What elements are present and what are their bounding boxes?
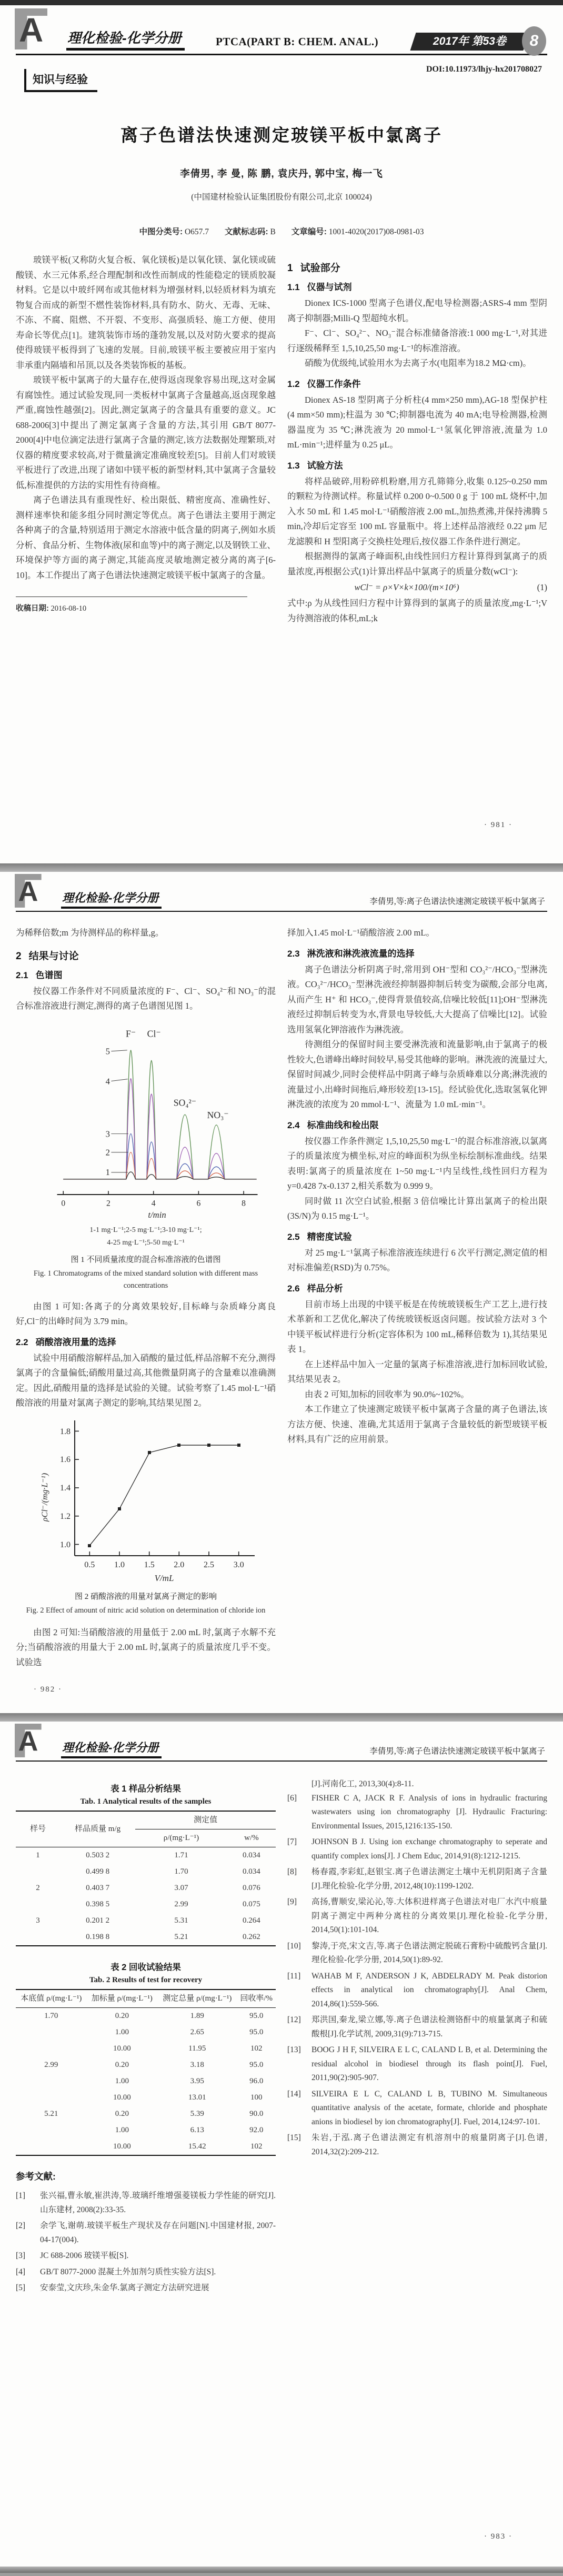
trace-10mg [63, 1133, 256, 1179]
reference-number: [1] [16, 2191, 26, 2200]
cell-w: 0.075 [242, 1900, 260, 1908]
x-tick-6: 6 [196, 1199, 201, 1208]
trace-5mg [63, 1152, 256, 1179]
cell-total: 11.95 [188, 2044, 206, 2053]
cell-added: 0.20 [115, 2110, 129, 2118]
received-date-footnote [16, 596, 247, 613]
reference-item [287, 1792, 547, 1834]
cell-total: 2.65 [190, 2028, 204, 2036]
cell-added: 10.00 [113, 2142, 131, 2151]
table-row [16, 2008, 276, 2025]
table-row [16, 2041, 276, 2057]
cell-recovery: 95.0 [249, 2012, 264, 2020]
page-1 [0, 5, 563, 863]
table-row [16, 2024, 276, 2041]
paragraph: 将样品破碎,用粉碎机粉磨,用方孔筛筛分,收集 0.125~0.250 mm 的颗粒为待测试样。称量试样 0.200 0~0.500 0 g 于 100 mL 烧杯中,加入水 50 mL 和 1.45 mol·L⁻¹硝酸溶液 2.00 mL,加热煮沸,并保持沸腾 5 min,冷却后定容至 100 mL 容量瓶中。将上述样品溶液经 0.22 μm 尼龙滤膜和 H 型阳离子交换柱处理后,按仪器工作条件进行测定。 [287, 476, 547, 546]
equation-body: wCl⁻ = ρ×V×k×100/(m×10⁶) [354, 582, 459, 592]
section-2-6-body [287, 1297, 547, 1447]
paragraph: 离子色谱法分析阴离子时,常用到 OH⁻型和 CO₃²⁻/HCO₃⁻型淋洗液。CO₃²⁻/HCO₃⁻型淋洗液经抑制器抑制后转变为碳酸,会部分电离,从而产生 H⁺ 和 HCO₃⁻,使得背景值较高,信噪比较低[11];OH⁻型淋洗液经过抑制后转变为水,背景电导较低,大大提高了信噪比[12]。试验选用氢氧化钾溶液作为淋洗液。 [287, 964, 547, 1035]
doi: DOI:10.11973/lhjy-hx201708027 [426, 65, 542, 74]
cell-added: 10.00 [113, 2093, 131, 2102]
cell-sample-mass: 0.198 8 [86, 1933, 110, 1941]
reference-item [16, 2189, 276, 2217]
scan-bottom-edge [0, 2567, 563, 2573]
cell-sample-mass: 0.403 7 [86, 1884, 110, 1892]
column-label: 知识与经验 [24, 69, 97, 92]
reference-item [287, 2131, 547, 2159]
issue-band: 2017年 第53卷 [410, 33, 529, 51]
col-header-recovery: 回收率/% [240, 1994, 273, 2003]
page-number: · 983 · [484, 2532, 512, 2541]
cell-recovery: 90.0 [249, 2110, 264, 2118]
x-axis-label: t/min [148, 1209, 166, 1220]
reference-item [16, 2281, 276, 2295]
article-title: 离子色谱法快速测定玻镁平板中氯离子 [120, 125, 443, 145]
journal-logo [15, 874, 52, 909]
cell-recovery: 92.0 [249, 2126, 264, 2134]
cell-w: 0.034 [242, 1851, 260, 1859]
doc-code-label: 文献标志码: [224, 227, 268, 236]
col-header-base: 本底值 ρ/(mg·L⁻¹) [21, 1994, 82, 2003]
cell-sample-mass: 0.398 5 [86, 1900, 110, 1908]
peak-label-chloride: Cl⁻ [147, 1028, 161, 1039]
issue-number-badge: 8 [522, 26, 546, 56]
reference-item [287, 2043, 547, 2085]
reference-item [16, 2219, 276, 2247]
paragraph: 由图 1 可知:各离子的分离效果较好,目标峰与杂质峰分离良好,Cl⁻的出峰时间为 3.79 min。 [16, 1301, 276, 1326]
article-meta [16, 225, 547, 237]
section-1-3-body [287, 474, 547, 580]
x-tick-2: 2 [106, 1199, 110, 1208]
cell-added: 0.20 [115, 2012, 129, 2020]
paragraph: 试验中用硝酸溶解样品,加入硝酸的量过低,样品溶解不充分,测得氯离子的含量偏低;硝酸用量过高,其他微量阴离子的含量难以准确测定。因此,硝酸用量的选择是试验的关键。试验考察了1.45 mol·L⁻¹硝酸溶液的用量对氯离子测定的影响,其结果见图 2。 [16, 1352, 276, 1408]
running-title: 李倩男,等:离子色谱法快速测定玻镁平板中氯离子 [369, 897, 545, 906]
reference-number: [2] [16, 2221, 26, 2230]
table-row [16, 1880, 276, 1896]
cell-w: 0.264 [242, 1916, 260, 1925]
reference-text: 黎涛,于亮,宋文吉,等.离子色谱法测定脱硫石膏粉中硫酸钙含量[J].理化检验-化学分册, 2014,50(1):89-92. [311, 1941, 547, 1964]
section-2-3-body [287, 962, 547, 1112]
paragraph: 硝酸为优级纯,试验用水为去离子水(电阻率为18.2 MΩ·cm)。 [305, 358, 531, 368]
reference-number: [13] [287, 2045, 301, 2054]
reference-text: 余学飞,谢萌.玻镁平板生产现状及存在问题[N].中国建材报, 2007-04-17(004). [40, 2221, 276, 2244]
reference-number: [4] [16, 2267, 26, 2276]
x-tick-8: 8 [242, 1199, 246, 1208]
article-affiliation: (中国建材检验认证集团股份有限公司,北京 100024) [191, 193, 372, 202]
table-1-analytical-results [16, 1811, 276, 1946]
table-row [16, 2106, 276, 2122]
received-value: 2016-08-10 [51, 604, 87, 613]
section-2-6-heading: 2.6 样品分析 [287, 1283, 343, 1294]
x-tick-3: 1.5 [144, 1560, 155, 1569]
paragraph: 玻镁平板中氯离子的大量存在,使得返卤现象容易出现,这对金属有腐蚀性。通过试验发现,同一类板材中氯离子含量越高,返卤现象越严重,腐蚀性越强[2]。因此,测定氯离子的含量具有重要的意义。JC 688-2006[3]中提出了测定氯离子含量的方法,其引用 GB/T 8077-2000[4]中电位滴定法进行氯离子含量的测定,该方法数据处理繁琐,对仪器的精度要求较高,对于微量滴定准确度较差[5]。目前人们对玻镁平板进行了改进,出现了诸如中镁平板的新型材料,其中氯离子含量较低,标准提供的方法的实用性有待商榷。 [16, 375, 276, 490]
col-header-total: 测定总量 ρ/(mg·L⁻¹) [163, 1994, 232, 2003]
clc-label: 中图分类号: [139, 227, 183, 236]
cell-recovery: 96.0 [249, 2077, 264, 2085]
y-tick-2: 1.2 [60, 1511, 71, 1521]
cell-w: 0.076 [242, 1884, 260, 1892]
article-id-value: 1001-4020(2017)08-0981-03 [328, 227, 424, 236]
cell-total: 3.95 [190, 2077, 204, 2085]
reference-text: JOHNSON B J. Using ion exchange chromatography to seperate and quantify complex ions[J]. J Chem Educ, 2014,91(8):1212-1215. [311, 1837, 547, 1861]
journal-logo-letter: A [18, 1726, 38, 1757]
cell-base [16, 2041, 87, 2057]
series-label-3: 3 [105, 1128, 110, 1139]
equation-number: (1) [537, 582, 547, 592]
reference-item [16, 2265, 276, 2280]
reference-number: [3] [16, 2251, 26, 2260]
table-row [16, 2139, 276, 2155]
paragraph: Dionex AS-18 型阴离子分析柱(4 mm×250 mm),AG-18 型保护柱(4 mm×50 mm);柱温为 30 ℃;抑制器电流为 40 mA;电导检测器,检测器温度为 35 ℃;淋洗液为 20 mmol·L⁻¹氢氧化钾溶液,流量为 1.0 mL·min⁻¹;进样量为 0.25 μL。 [287, 394, 547, 450]
cell-base: 1.70 [44, 2012, 58, 2020]
cell-base [16, 2139, 87, 2155]
reference-number: [14] [287, 2089, 301, 2098]
reference-number: [10] [287, 1941, 301, 1951]
col-header-rho: ρ/(mg·L⁻¹) [163, 1834, 199, 1842]
col-header-added: 加标量 ρ/(mg·L⁻¹) [91, 1994, 153, 2003]
paragraph: 本工作建立了快速测定玻镁平板中氯离子含量的离子色谱法,该方法方便、快速、准确,尤其适用于氯离子含量较低的新型玻镁平板材料,具有广泛的应用前景。 [287, 1404, 547, 1444]
cell-added: 0.20 [115, 2061, 129, 2069]
cell-rho: 1.71 [174, 1851, 188, 1859]
reference-text: FISHER C A, JACK R F. Analysis of ions in hydraulic fracturing wastewaters using ion chromatography [J]. Hydraulic Fracturing: Environmental Issues, 2015,1216:135-150. [311, 1793, 547, 1831]
table-row [16, 1929, 276, 1946]
table-2-caption-cn: 表 2 回收试验结果 [110, 1963, 181, 1972]
paragraph: 同时做 11 次空白试验,根据 3 倍信噪比计算出氯离子的检出限(3S/N)为 0.15 mg·L⁻¹。 [287, 1196, 547, 1221]
paragraph: 按仪器工作条件对不同质量浓度的 F⁻、Cl⁻、SO₄²⁻和 NO₃⁻的混合标准溶液进行测定,测得的离子色谱图见图 1。 [16, 986, 276, 1011]
page-gap [0, 1713, 563, 1722]
running-title: 李倩男,等:离子色谱法快速测定玻镁平板中氯离子 [369, 1747, 545, 1756]
figure-1-legend: 1-1 mg·L⁻¹;2-5 mg·L⁻¹;3-10 mg·L⁻¹; 4-25 mg·L⁻¹;5-50 mg·L⁻¹ [89, 1226, 202, 1247]
paragraph: 目前市场上出现的中镁平板是在传统玻镁板生产工艺上,进行技术革新和工艺优化,解决了传统玻镁板返卤问题。按试验方法对 3 个中镁平板试样进行分析(定容体积为 100 mL,稀释倍数为 1),其结果见表 1。 [287, 1299, 547, 1354]
cell-base: 5.21 [44, 2110, 58, 2118]
cell-total: 15.42 [188, 2142, 206, 2151]
paragraph: 由图 2 可知:当硝酸溶液的用量低于 2.00 mL 时,氯离子水解不充分;当硝酸溶液的用量大于 2.00 mL 时,氯离子的质量浓度几乎不变。试验选 [16, 1627, 276, 1667]
paragraph: 待测组分的保留时间主要受淋洗液和流量影响,由于氯离子的极性较大,色谱峰出峰时间较早,易受其他峰的影响。淋洗液的流量过大,保留时间减少,同时会使样品中阴离子峰与杂质峰难以分离;淋洗液的流量过小,出峰时间拖后,峰形较差[13-15]。经试验优化,选取氢氧化钾淋洗液的浓度为 20 mmol·L⁻¹、流量为 1.0 mL·min⁻¹。 [287, 1039, 547, 1109]
y-tick-5: 1.8 [60, 1427, 71, 1436]
reference-text: 杨春霞,李彩虹,赵银宝.离子色谱法测定土壤中无机阴阳离子含量[J].理化检验-化学分册, 2012,48(10):1199-1202. [311, 1867, 547, 1891]
article-id-label: 文章编号: [291, 227, 327, 236]
figure-1-caption-cn: 图 1 不同质量浓度的混合标准溶液的色谱图 [71, 1255, 221, 1264]
y-tick-4: 1.6 [60, 1455, 71, 1464]
section-1-3-heading: 1.3 试验方法 [287, 460, 343, 471]
y-tick-3: 1.4 [60, 1483, 71, 1493]
cell-added: 1.00 [115, 2028, 129, 2036]
y-tick-1: 1.0 [60, 1540, 71, 1549]
trace-1mg [63, 1171, 256, 1179]
cell-total: 13.01 [188, 2093, 206, 2102]
table-row [16, 2073, 276, 2090]
equation-note: 式中:ρ 为从线性回归方程中计算得到的氯离子的质量浓度,mg·L⁻¹;V 为待测溶液的体积,mL;k [287, 598, 547, 623]
reference-number: [9] [287, 1897, 297, 1906]
figure-2-caption-en: Fig. 2 Effect of amount of nitric acid solution on determination of chloride ion [26, 1606, 266, 1615]
table-1-caption-en: Tab. 1 Analytical results of the samples [80, 1797, 212, 1806]
continuation-paragraph: 择加入1.45 mol·L⁻¹硝酸溶液 2.00 mL。 [287, 928, 435, 938]
section-1-2-heading: 1.2 仪器工作条件 [287, 379, 361, 389]
col-header-w: w/% [244, 1834, 259, 1842]
scan-top-edge [0, 0, 563, 5]
page-3 [0, 1722, 563, 2567]
col-header-sample-no: 样号 [29, 1825, 46, 1833]
cell-sample-no [16, 1896, 60, 1913]
section-2-1-heading: 2.1 色谱图 [16, 970, 63, 980]
trace-25mg [63, 1078, 256, 1179]
equation-1 [287, 582, 547, 593]
received-label: 收稿日期: [16, 604, 49, 613]
figure-1-caption-en: Fig. 1 Chromatograms of the mixed standard solution with different mass concentrations [33, 1269, 258, 1290]
page-2 [0, 872, 563, 1713]
x-tick-5: 2.5 [204, 1560, 214, 1569]
paragraph: 对 25 mg·L⁻¹氯离子标准溶液连续进行 6 次平行测定,测定值的相对标准偏差(RSD)为 0.75%。 [287, 1247, 547, 1272]
table-row [16, 1913, 276, 1929]
x-tick-2: 1.0 [114, 1560, 125, 1569]
reference-number: [7] [287, 1837, 297, 1846]
cell-base [16, 2090, 87, 2106]
table-2-caption-en: Tab. 2 Results of test for recovery [89, 1976, 203, 1984]
table-row [16, 1864, 276, 1880]
data-line [89, 1445, 239, 1546]
cell-rho: 5.31 [174, 1916, 188, 1925]
cell-w: 0.034 [242, 1867, 260, 1876]
journal-masthead [16, 5, 547, 55]
reference-text: SILVEIRA E L C, CALAND L B, TUBINO M. Simultaneous quantitative analysis of the acetate, formate, chloride and phosphate anions in biodiesel by ion chromatography[J]. Fuel, 2014,124:97-101. [311, 2089, 547, 2126]
section-1-heading: 1 试验部分 [287, 263, 340, 274]
table-row [16, 2090, 276, 2106]
table-row [16, 2122, 276, 2139]
cell-sample-no [16, 1929, 60, 1946]
reference-text: 朱岩,于泓.离子色谱法测定有机溶剂中的痕量阴离子[J].色谱, 2014,32(2):209-212. [311, 2133, 547, 2156]
journal-name-cn: 理化检验-化学分册 [61, 889, 162, 909]
cell-sample-mass: 0.201 2 [86, 1916, 110, 1925]
page-number: · 982 · [34, 1685, 62, 1694]
paragraph: 在上述样品中加入一定量的氯离子标准溶液,进行加标回收试验,其结果见表 2。 [287, 1359, 547, 1384]
references-left [16, 2189, 276, 2295]
reference-text: 高扬,曹顺安,梁沁沁,等.大体积进样离子色谱法对电厂水汽中痕量阴离子测定中两种分离柱的分离效果[J].理化检验-化学分册, 2014,50(1):101-104. [311, 1897, 547, 1934]
peak-label-sulfate: SO₄²⁻ [173, 1097, 197, 1108]
cell-base [16, 2073, 87, 2090]
journal-logo [15, 1724, 52, 1758]
journal-running-header [16, 872, 547, 912]
paragraph: 根据测得的氯离子峰面积,由线性回归方程计算得到氯离子的质量浓度,再根据公式(1)计算出样品中氯离子的质量分数(wCl⁻): [287, 551, 547, 576]
figure-1-chromatogram [16, 1019, 276, 1292]
peak-label-nitrate: NO₃⁻ [207, 1109, 229, 1120]
doc-code-value: B [270, 227, 276, 236]
reference-item [287, 1940, 547, 1967]
table-1-caption-cn: 表 1 样品分析结果 [110, 1784, 181, 1794]
reference-text: 安泰莹,文庆珍,朱金华.氯离子测定方法研究进展 [40, 2283, 209, 2292]
journal-name-cn: 理化检验-化学分册 [61, 1739, 162, 1758]
table-row [16, 2057, 276, 2073]
series-label-4: 4 [105, 1076, 110, 1086]
series-label-2: 2 [105, 1147, 110, 1158]
reference-item [287, 2087, 547, 2130]
page1-right-column [287, 253, 547, 626]
reference-text: 郑洪国,秦龙,梁立娜,等.离子色谱法检测铬酐中的痕量氯离子和硫酸根[J].化学试剂, 2009,31(9):713-715. [311, 2015, 547, 2038]
cell-rho: 5.21 [174, 1933, 188, 1941]
cell-sample-no: 2 [36, 1884, 40, 1892]
section-2-4-body [287, 1134, 547, 1224]
chromatogram-chart [27, 1019, 265, 1220]
section-1-2-body [287, 393, 547, 453]
nitric-acid-effect-chart [33, 1416, 259, 1584]
reference-text: GB/T 8077-2000 混凝土外加剂匀质性实验方法[S]. [40, 2267, 216, 2276]
reference-number: [8] [287, 1867, 297, 1876]
journal-logo-letter: A [19, 11, 44, 49]
page-number: · 981 · [484, 821, 512, 829]
reference-number: [12] [287, 2015, 301, 2024]
paragraph: 按仪器工作条件测定 1,5,10,25,50 mg·L⁻¹的混合标准溶液,以氯离子的质量浓度为横坐标,对应的峰面积为纵坐标绘制标准曲线。结果表明:氯离子的质量浓度在 1~50 mg·L⁻¹内呈线性,线性回归方程为 y=0.428 7x-0.137 2,相关系数为 0.999 9。 [287, 1136, 547, 1191]
reference-number: [6] [287, 1793, 297, 1803]
journal-name-en: PTCA(PART B: CHEM. ANAL.) [216, 35, 379, 48]
paragraph: 玻镁平板(又称防火复合板、氧化镁板)是以氧化镁、氯化镁或硫酸镁、水三元体系,经合理配制和改性而制成的性能稳定的镁质胶凝材料。它是以中玻纤网布或其他材料为增强材料,以轻质材料为填充物复合而成的新型不燃性装饰材料,具有防水、防火、无毒、无味、不冻、不腐、阻燃、不开裂、不变形、高强质轻、施工方便、使用寿命长等优点[1]。建筑装饰市场的蓬勃发展,以及对防火要求的提高使得玻镁平板得到了飞速的发展。目前,玻镁平板主要被应用于室内非承重内隔墙和吊顶,以及各类装饰板的基板。 [16, 255, 276, 370]
paragraph: 由表 2 可知,加标的回收率为 90.0%~102%。 [305, 1389, 469, 1399]
section-1-1-heading: 1.1 仪器与试剂 [287, 282, 352, 292]
page3-left-column [16, 1777, 276, 2297]
y-axis-label: ρCl⁻/(mg·L⁻¹) [41, 1473, 49, 1521]
cell-rho: 1.70 [174, 1867, 188, 1876]
reference-item [287, 1895, 547, 1937]
cell-total: 3.18 [190, 2061, 204, 2069]
x-tick-4: 4 [151, 1199, 156, 1208]
cell-sample-mass: 0.499 8 [86, 1867, 110, 1876]
section-2-heading: 2 结果与讨论 [16, 950, 79, 962]
cell-added: 1.00 [115, 2077, 129, 2085]
clc-value: O657.7 [184, 227, 209, 236]
peak-label-fluoride: F⁻ [126, 1028, 136, 1039]
page2-right-column [287, 926, 547, 1447]
reference-item [287, 1970, 547, 2012]
cell-sample-no: 1 [36, 1851, 40, 1859]
figure-2-line-chart [16, 1416, 276, 1617]
cell-base [16, 2122, 87, 2139]
col-header-measured: 测定值 [135, 1811, 276, 1829]
section-2-3-heading: 2.3 淋洗液和淋洗液流量的选择 [287, 948, 415, 959]
cell-total: 1.89 [190, 2012, 204, 2020]
cell-sample-mass: 0.503 2 [86, 1851, 110, 1859]
paragraph: 离子色谱法具有重现性好、检出限低、精密度高、准确性好、测样速率快和能多组分同时测定等优点。离子色谱法主要用于测定各种离子的含量,特别适用于测定水溶液中低含量的阴离子,例如水质分析、食品分析、生物体液(尿和血等)中的离子测定,以及钢铁工业、环境保护等方面的离子测定,其能高度灵敏地测定被分离的离子[6-10]。本工作提出了离子色谱法快速测定玻镁平板中氯离子的含量。 [16, 495, 276, 580]
reference-item [287, 2013, 547, 2041]
table-2-recovery-results [16, 1989, 276, 2156]
x-tick-4: 2.0 [174, 1560, 185, 1569]
cell-base: 2.99 [44, 2061, 58, 2069]
references-right [287, 1792, 547, 2160]
paragraph: F⁻、Cl⁻、SO₄²⁻、NO₃⁻混合标准储备溶液:1 000 mg·L⁻¹,对其进行逐级稀释至 1,5,10,25,50 mg·L⁻¹的标准溶液。 [287, 328, 547, 353]
cell-w: 0.262 [242, 1933, 260, 1941]
references-heading: 参考文献: [16, 2171, 56, 2182]
table-row [16, 1847, 276, 1864]
reference-text: 张兴福,曹永敏,崔洪涛,等.玻璃纤维增强菱镁板力学性能的研究[J].山东建材, 2008(2):33-35. [40, 2191, 276, 2214]
reference-5-continuation: [J].河南化工, 2013,30(4):8-11. [311, 1779, 414, 1788]
reference-number: [15] [287, 2133, 301, 2142]
cell-total: 6.13 [190, 2126, 204, 2134]
cell-recovery: 95.0 [249, 2028, 264, 2036]
x-tick-0: 0 [61, 1199, 66, 1208]
cell-rho: 3.07 [174, 1884, 188, 1892]
paragraph: Dionex ICS-1000 型离子色谱仪,配电导检测器;ASRS-4 mm 型阴离子抑制器;Milli-Q 型超纯水机。 [287, 298, 547, 323]
journal-name-cn: 理化检验-化学分册 [66, 27, 185, 51]
cell-total: 5.39 [190, 2110, 204, 2118]
continuation-paragraph: 为稀释倍数;m 为待测样品的称样量,g。 [16, 928, 164, 938]
cell-sample-no: 3 [36, 1916, 40, 1925]
series-label-5: 5 [105, 1046, 110, 1057]
reference-item [16, 2249, 276, 2263]
cell-sample-no [16, 1864, 60, 1880]
section-2-5-heading: 2.5 精密度试验 [287, 1231, 352, 1242]
section-2-2-heading: 2.2 硝酸溶液用量的选择 [16, 1337, 116, 1347]
series-label-1: 1 [105, 1167, 110, 1177]
introduction [16, 253, 276, 583]
front-matter-row [16, 64, 547, 98]
cell-recovery: 102 [250, 2142, 263, 2151]
x-tick-1: 0.5 [84, 1560, 95, 1569]
x-tick-6: 3.0 [233, 1560, 244, 1569]
section-1-1-body [287, 296, 547, 371]
reference-number: [5] [16, 2283, 26, 2292]
reference-item [287, 1835, 547, 1863]
page1-left-column [16, 253, 276, 613]
section-2-4-heading: 2.4 标准曲线和检出限 [287, 1120, 379, 1130]
cell-recovery: 95.0 [249, 2061, 264, 2069]
reference-item [287, 1865, 547, 1893]
journal-logo-letter: A [18, 876, 38, 908]
reference-number: [11] [287, 1971, 301, 1981]
table-row [16, 1896, 276, 1913]
reference-text: BOOG J H F, SILVEIRA E L C, CALAND L B, et al. Determining the residual alcohol in biodiesel through its flash point[J]. Fuel, 2011,90(2):905-907. [311, 2045, 547, 2082]
cell-base [16, 2024, 87, 2041]
page3-right-column [287, 1777, 547, 2161]
cell-added: 10.00 [113, 2044, 131, 2053]
journal-running-header [16, 1722, 547, 1762]
reference-text: WAHAB M F, ANDERSON J K, ABDELRADY M. Peak distorion effects in analytical ion chromatography[J]. Anal Chem, 2014,86(1):559-566. [311, 1971, 547, 2008]
journal-logo [15, 8, 60, 51]
x-axis-label: V/mL [154, 1573, 174, 1583]
figure-2-caption-cn: 图 2 硝酸溶液的用量对氯离子测定的影响 [74, 1592, 217, 1601]
col-header-sample-mass: 样品质量 m/g [75, 1825, 121, 1833]
cell-recovery: 102 [250, 2044, 263, 2053]
article-authors: 李倩男, 李 曼, 陈 鹏, 袁庆丹, 郭中宝, 梅一飞 [180, 168, 383, 179]
page2-left-column [16, 926, 276, 1670]
cell-rho: 2.99 [174, 1900, 188, 1908]
cell-added: 1.00 [115, 2126, 129, 2134]
reference-text: JC 688-2006 玻镁平板[S]. [40, 2251, 129, 2260]
cell-recovery: 100 [250, 2093, 263, 2102]
page-gap [0, 863, 563, 872]
